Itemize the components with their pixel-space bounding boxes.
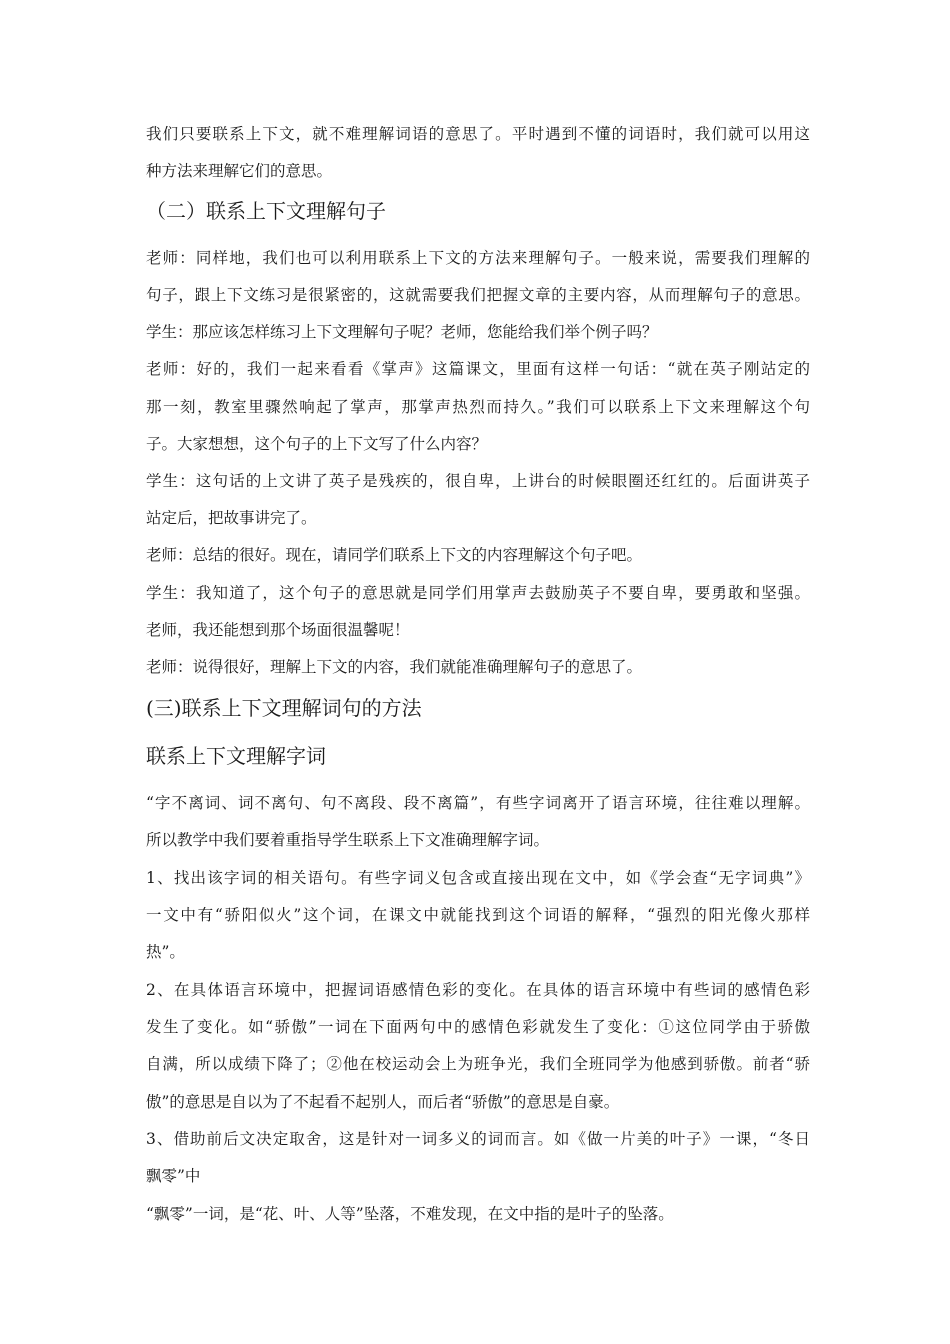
body-line: 我们只要联系上下文，就不难理解词语的意思了。平时遇到不懂的词语时，我们就可以用这 <box>146 125 810 143</box>
section-heading: （二）联系上下文理解句子 <box>146 199 386 223</box>
dialogue-line: 学生：我知道了，这个句子的意思就是同学们用掌声去鼓励英子不要自卑，要勇敢和坚强。 <box>146 584 810 602</box>
dialogue-line: 老师：总结的很好。现在，请同学们联系上下文的内容理解这个句子吧。 <box>146 546 643 564</box>
dialogue-line: 学生：那应该怎样练习上下文理解句子呢？老师，您能给我们举个例子吗？ <box>146 323 658 341</box>
list-item-line: 2、在具体语言环境中，把握词语感情色彩的变化。在具体的语言环境中有些词的感情色彩 <box>146 981 810 999</box>
list-item-line: 3、借助前后文决定取舍，这是针对一词多义的词而言。如《做一片美的叶子》一课，“冬日 <box>146 1130 810 1148</box>
list-item-line: 1、找出该字词的相关语句。有些字词义包含或直接出现在文中，如《学会查“无字词典”》 <box>146 869 810 887</box>
dialogue-line: 站定后，把故事讲完了。 <box>146 509 317 527</box>
list-item-line: 热”。 <box>146 943 185 961</box>
dialogue-line: 老师：同样地，我们也可以利用联系上下文的方法来理解句子。一般来说，需要我们理解的 <box>146 249 810 267</box>
list-item-line: 一文中有“骄阳似火”这个词，在课文中就能找到这个词语的解释，“强烈的阳光像火那样 <box>146 906 810 924</box>
dialogue-line: 学生：这句话的上文讲了英子是残疾的，很自卑，上讲台的时候眼圈还红红的。后面讲英子 <box>146 472 810 490</box>
list-item-line: 发生了变化。如“骄傲”一词在下面两句中的感情色彩就发生了变化：①这位同学由于骄傲 <box>146 1018 810 1036</box>
dialogue-line: 老师，我还能想到那个场面很温馨呢！ <box>146 621 410 639</box>
dialogue-line: 那一刻，教室里骤然响起了掌声，那掌声热烈而持久。”我们可以联系上下文来理解这个句 <box>146 398 810 416</box>
body-line: “字不离词、词不离句、句不离段、段不离篇”，有些字词离开了语言环境，往往难以理解。 <box>146 794 810 812</box>
list-item-line: “飘零”一词，是“花、叶、人等”坠落，不难发现，在文中指的是叶子的坠落。 <box>146 1205 674 1223</box>
subsection-heading: 联系上下文理解字词 <box>146 744 326 768</box>
dialogue-line: 子。大家想想，这个句子的上下文写了什么内容？ <box>146 435 488 453</box>
list-item-line: 飘零”中 <box>146 1167 201 1185</box>
body-line: 种方法来理解它们的意思。 <box>146 162 333 180</box>
dialogue-line: 老师：好的，我们一起来看看《掌声》这篇课文，里面有这样一句话：“就在英子刚站定的 <box>146 360 810 378</box>
list-item-line: 傲”的意思是自以为了不起看不起别人，而后者“骄傲”的意思是自豪。 <box>146 1093 620 1111</box>
list-item-line: 自满，所以成绩下降了；②他在校运动会上为班争光，我们全班同学为他感到骄傲。前者“骄 <box>146 1055 810 1073</box>
dialogue-line: 老师：说得很好，理解上下文的内容，我们就能准确理解句子的意思了。 <box>146 658 643 676</box>
body-line: 所以教学中我们要着重指导学生联系上下文准确理解字词。 <box>146 831 550 849</box>
dialogue-line: 句子，跟上下文练习是很紧密的，这就需要我们把握文章的主要内容，从而理解句子的意思。 <box>146 286 810 304</box>
section-heading: (三)联系上下文理解词句的方法 <box>146 696 422 720</box>
